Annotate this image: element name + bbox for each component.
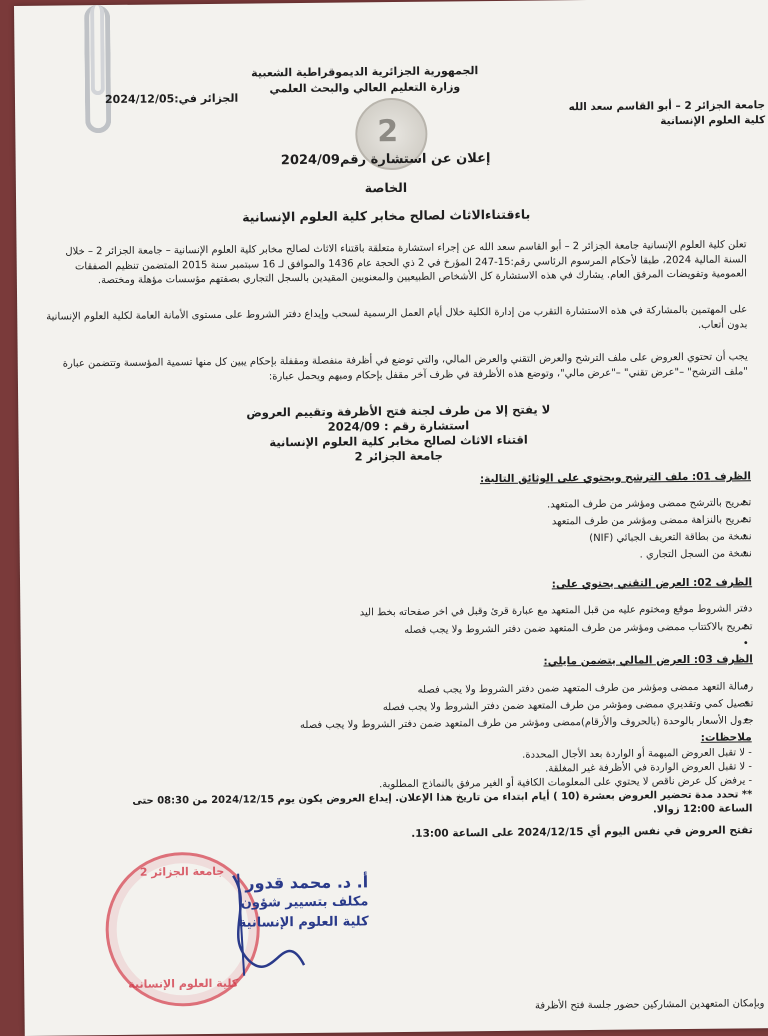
withdrawal-paragraph: على المهتمين بالمشاركة في هذه الاستشارة التقرب من إدارة الكلية خلال أيام العمل الرسمية لسحب وإيداع دفتر الشروط على مستوى الأمانة العامة لكلية العلوم الإنسانية بدون أتعاب. <box>46 304 748 331</box>
university-header <box>535 98 765 130</box>
section-2-title: الظرف 02: العرض التقني يحتوي على: <box>551 576 753 591</box>
list-item: • تصريح بالترشح ممضى ومؤشر من طرف المتعهد. <box>319 494 751 516</box>
footer-text: وبإمكان المتعهدين المشاركين حضور جلسة فتح الأظرفة <box>534 998 765 1012</box>
republic-name: الجمهورية الجزائرية الديموقراطية الشعبية <box>251 64 479 80</box>
list-item: • تصريح بالاكتتاب ممضى ومؤشر من طرف المتعهد ضمن دفتر الشروط ولا يجب فصله <box>80 618 752 642</box>
signatory-title: مكلف بتسيير شؤون <box>240 894 369 911</box>
university-name: جامعة الجزائر 2 – أبو القاسم سعد الله <box>568 99 766 114</box>
section-1-list <box>319 494 768 567</box>
special-title: الخاصة <box>364 179 408 196</box>
opening-note: تفتح العروض في نفس اليوم أي 2024/12/15 على الساعة 13:00. <box>411 824 753 840</box>
notes-title: ملاحظات: <box>700 731 752 744</box>
list-item: • نسخة من بطاقة التعريف الجبائي (NIF) <box>320 528 752 550</box>
note-item: - لا تقبل العروض الواردة في الأظرفة غير المغلقة. <box>545 761 753 775</box>
section-3-list <box>81 678 768 736</box>
intro-paragraph: تعلن كلية العلوم الإنسانية جامعة الجزائر 2 – أبو القاسم سعد الله عن إجراء استشارة متعلقة باقتناء الاثاث لصالح مخابر كلية العلوم الإنسانية – جامعة الجزائر 2 – خلال السنة المالية 2024، طبقا لأحكام المرسوم الرئاسي رقم:15-247 المؤرخ في 2 ذي الحجة عام 1436 والموافق لـ 16 سبتمبر سنة 2015 المتضمن تنظيم الصفقات العمومية وتفويضات المرفق العام. يشارك في هذه الاستشارة كل الأشخاص الطبيعيين والمعنويين المقيدين بالسجل التجاري بصفتهم مؤسسات مؤهلة ومختصة. <box>65 239 747 287</box>
section-3-title: الظرف 03: العرض المالي يتضمن مايلي: <box>543 653 753 668</box>
envelope-paragraph: يجب أن تحتوي العروض على ملف الترشح والعرض التقني والعرض المالي، والتي توضع في أظرفة منفصلة ومقفلة بإحكام يبين كل منها تسمية المؤسسة وتتضمن عبارة "ملف الترشح" –"عرض تقني" –"عرض مالي"، وتوضع هذه الأظرفة في ظرف آخر مقفل بإحكام ومبهم ويحمل عبارة: <box>62 351 748 382</box>
section-1-title: الظرف 01: ملف الترشح ويحتوي على الوثائق التالية: <box>479 470 752 486</box>
section-2-text: دفتر الشروط موقع ومختوم عليه من قبل المتعهد مع عبارة قرئ وقبل في اخر صفحاته بخط اليد <box>359 603 753 619</box>
list-item: • تصريح بالنزاهة ممضى ومؤشر من طرف المتعهد <box>319 511 751 533</box>
signatory-name: أ. د. محمد قدور <box>245 872 369 893</box>
envelope-line-3: اقتناء الاثاث لصالح مخابر كلية العلوم الإنسانية <box>269 432 528 450</box>
note-item: - لا تقبل العروض المبهمة أو الواردة بعد الأجال المحددة. <box>522 747 752 761</box>
notes-list <box>112 746 753 823</box>
section-2-list <box>80 618 768 659</box>
deadline-note: ** تحدد مدة تحضير العروض بعشرة (10 ) أيام ابتداء من تاريخ هذا الإعلان. إيداع العروض يكون يوم 2024/12/15 من 08:30 حتى الساعة 12:00 زوالا. <box>132 789 753 816</box>
document-page <box>14 0 768 1036</box>
announcement-title: إعلان عن استشارة رقم2024/09 <box>280 151 491 169</box>
list-item: • جدول الأسعار بالوحدة (بالحروف والأرقام)ممضى ومؤشر من طرف المتعهد ضمن دفتر الشروط ولا يجب فصله <box>81 712 753 736</box>
faculty-name: كلية العلوم الإنسانية <box>660 114 766 128</box>
ministry-name: وزارة التعليم العالي والبحث العلمي <box>269 80 461 96</box>
envelope-line-2: استشارة رقم : 2024/09 <box>327 418 470 434</box>
envelope-line-1: لا يفتح إلا من طرف لجنة فتح الأظرفة وتقييم العروض <box>246 402 551 420</box>
envelope-line-4: جامعة الجزائر 2 <box>354 448 443 464</box>
stamp-top-text: جامعة الجزائر 2 <box>139 864 225 879</box>
stamp-bottom-text: كلية العلوم الإنسانية <box>128 976 239 991</box>
list-item: • نسخة من السجل التجاري . <box>320 545 752 567</box>
subject-title: باءقتناءالاثاث لصالح مخابر كلية العلوم الإنسانية <box>242 206 531 225</box>
logo-glyph: 2 <box>377 113 399 150</box>
paper-clip-inner <box>90 5 105 95</box>
envelope-label-block <box>188 402 609 466</box>
signatory-faculty: كلية العلوم الإنسانية <box>238 914 369 931</box>
list-item: • رسالة التعهد ممضى ومؤشر من طرف المتعهد ضمن دفتر الشروط ولا يجب فصله <box>81 678 753 702</box>
government-header <box>215 63 515 98</box>
signature-block <box>218 872 369 934</box>
list-item: • تفصيل كمي وتقديري ممضى ومؤشر من طرف المتعهد ضمن دفتر الشروط ولا يجب فصله <box>81 695 753 719</box>
document-date: الجزائر في:2024/12/05 <box>104 91 239 107</box>
note-item: - يرفض كل عرض ناقص لا يحتوي على المعلومات الكافية أو الغير مرفق بالنماذج المطلوبة. <box>379 775 753 791</box>
